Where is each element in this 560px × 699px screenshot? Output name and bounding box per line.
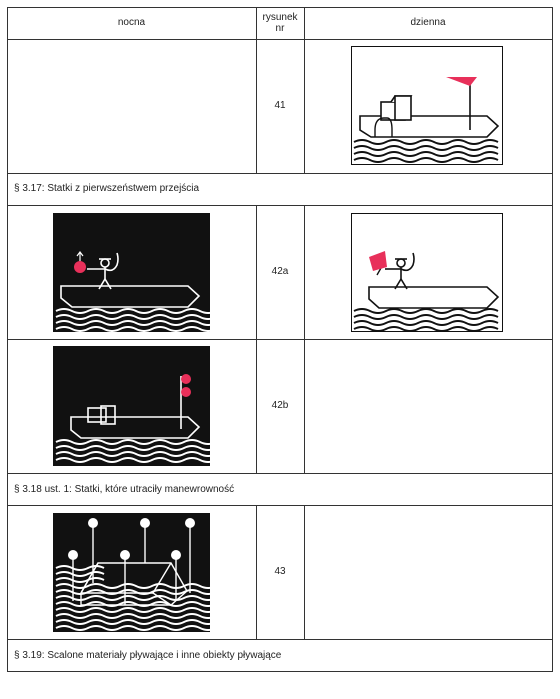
red-light-icon [74, 261, 86, 273]
white-light-icon [140, 518, 150, 528]
figure-number-41: 41 [274, 100, 286, 111]
header-figure-line2: nr [275, 23, 285, 34]
white-light-icon [68, 550, 78, 560]
fig-43-night-illustration [53, 513, 210, 632]
white-light-icon [88, 518, 98, 528]
fig-41-day-illustration [351, 46, 503, 165]
figure-number-42b: 42b [271, 400, 289, 411]
red-light-bottom-icon [181, 387, 191, 397]
section-3-18: § 3.18 ust. 1: Statki, które utraciły manewrowność [14, 484, 235, 495]
red-light-top-icon [181, 374, 191, 384]
header-night: nocna [117, 17, 146, 28]
figure-number-42a: 42a [271, 266, 289, 277]
figure-number-43: 43 [274, 566, 286, 577]
header-day: dzienna [410, 17, 446, 28]
section-3-17: § 3.17: Statki z pierwszeństwem przejścia [14, 183, 200, 194]
section-3-19: § 3.19: Scalone materiały pływające i inne obiekty pływające [14, 650, 282, 661]
white-light-icon [171, 550, 181, 560]
white-light-icon [185, 518, 195, 528]
white-light-icon [120, 550, 130, 560]
fig-42a-day-illustration [351, 213, 503, 332]
fig-42b-night-illustration [53, 346, 210, 466]
fig-42a-night-illustration [53, 213, 210, 332]
header-figure-line1: rysunek [262, 12, 298, 23]
